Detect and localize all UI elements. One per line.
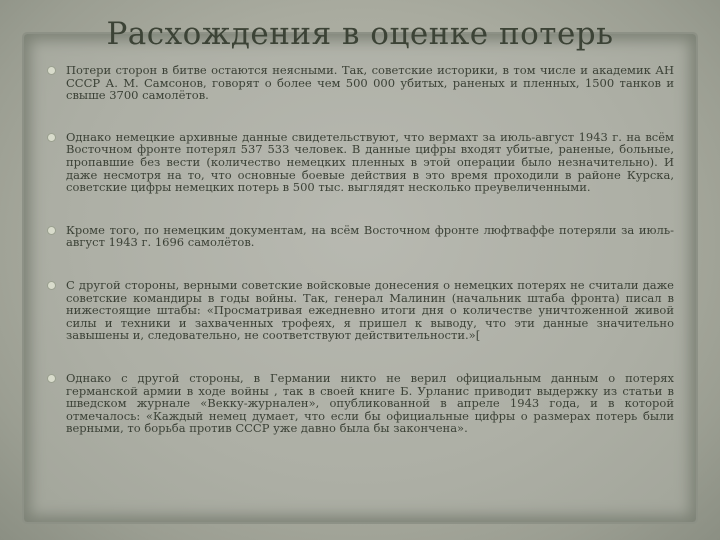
list-item xyxy=(48,279,674,342)
list-item-text: Кроме того, по немецким документам, на всём Восточном фронте люфтваффе потеряли за июль-август 1943 г. 1696 самолётов. xyxy=(66,222,674,250)
list-item-text: Потери сторон в битве остаются неясными. Так, советские историки, в том числе и академик АН СССР А. М. Самсонов, говорят о более чем 500 000 убитых, раненых и пленных, 1500 танков и свыше 3700 самолётов. xyxy=(66,63,674,103)
bullet-list xyxy=(48,64,674,435)
list-item xyxy=(48,64,674,102)
list-item xyxy=(48,131,674,194)
list-item-text: Однако с другой стороны, в Германии никто не верил официальным данным о потерях германской армии в ходе войны , так в своей книге Б. Урланис приводит выдержку из статьи в шведском журнале «Векку-журнален», опубликованной в апреле 1943 года, и в которой отмечалось: «Каждый немец думает, что если бы официальные цифры о размерах потерь были верными, то борьба против СССР уже давно была бы закончена». xyxy=(66,370,674,436)
bullet-icon xyxy=(48,375,55,382)
bullet-icon xyxy=(48,134,55,141)
list-item xyxy=(48,372,674,435)
slide-title: Расхождения в оценке потерь xyxy=(106,16,614,52)
bullet-icon xyxy=(48,282,55,289)
list-item xyxy=(48,224,674,249)
list-item-text: Однако немецкие архивные данные свидетельствуют, что вермахт за июль-август 1943 г. на всём Восточном фронте потерял 537 533 человек. В данные цифры входят убитые, раненые, больные, пропавшие без вести (количество немецких пленных в этой операции было незначительно). И даже несмотря на то, что основные боевые действия в это время проходили в районе Курска, советские цифры немецких потерь в 500 тыс. выглядят несколько преувеличенными. xyxy=(66,129,674,195)
list-item-text: С другой стороны, верными советские войсковые донесения о немецких потерях не считали даже советские командиры в годы войны. Так, генерал Малинин (начальник штаба фронта) писал в нижестоящие штабы: «Просматривая ежедневно итоги дня о количестве уничтоженной живой силы и техники и захваченных трофеях, я пришел к выводу, что эти данные значительно завышены и, следовательно, не соответствуют действительности.»[ xyxy=(66,277,674,343)
bullet-icon xyxy=(48,227,55,234)
bullet-icon xyxy=(48,67,55,74)
